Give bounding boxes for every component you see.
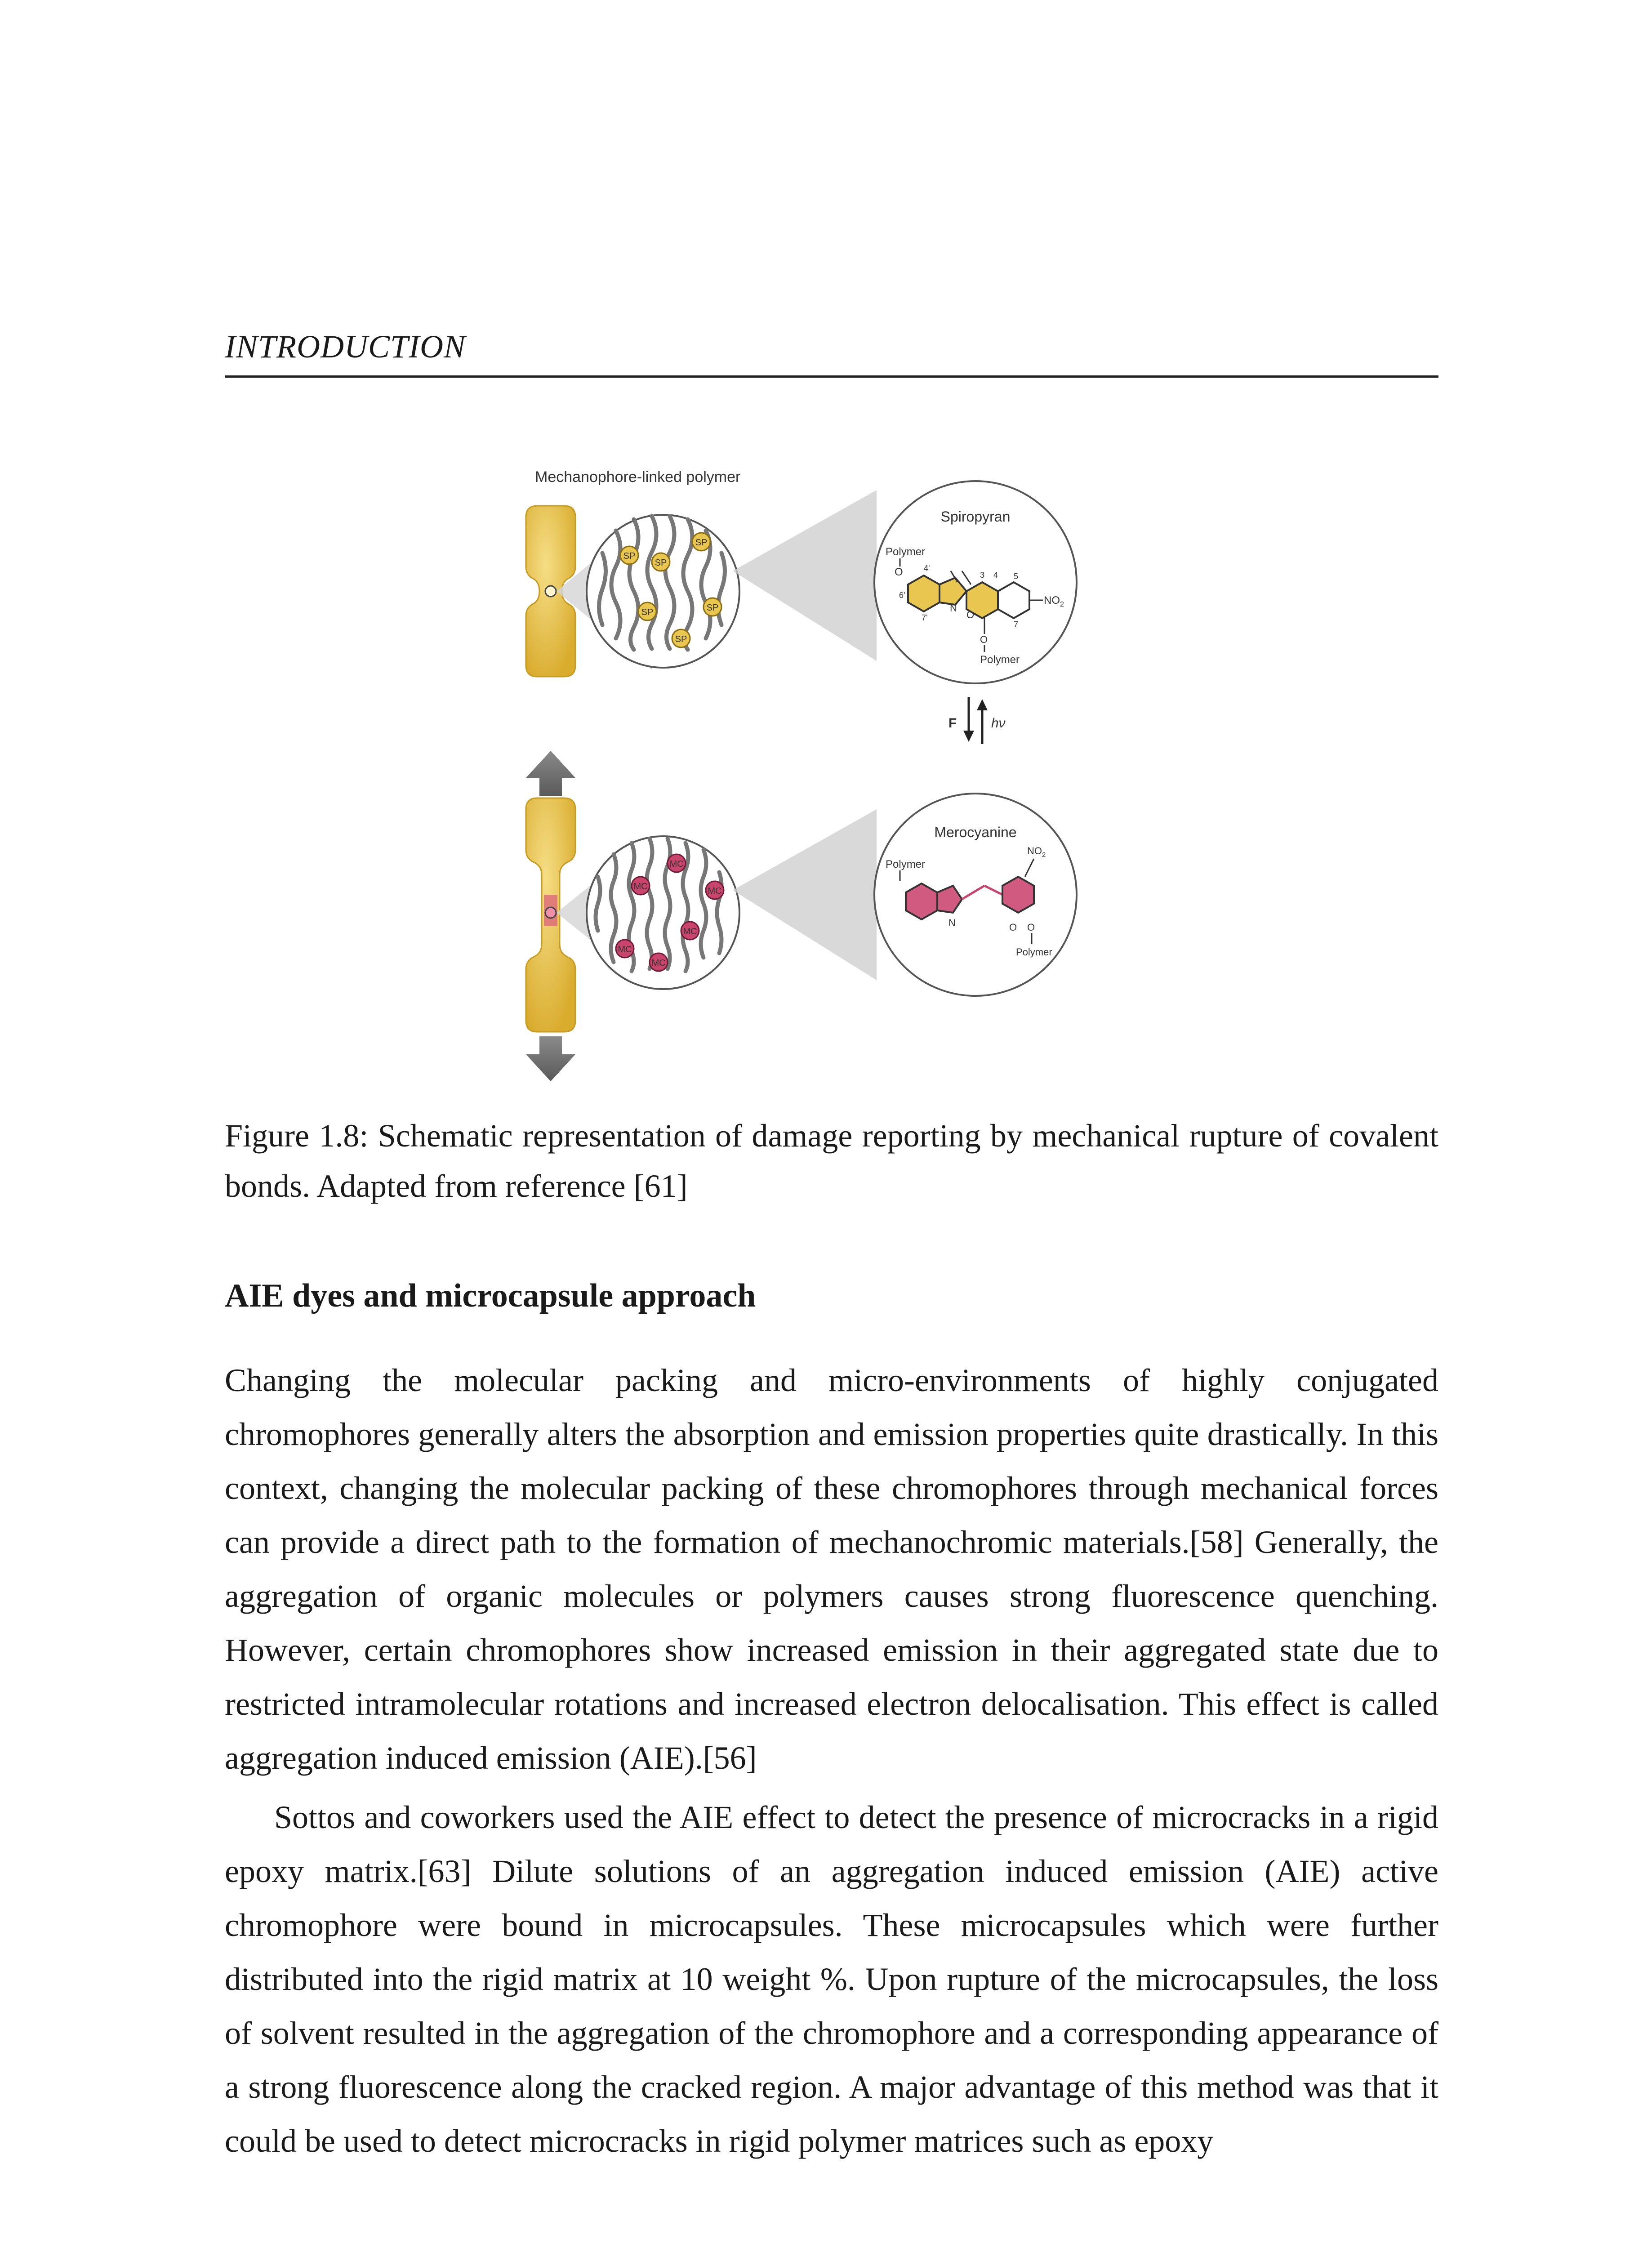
mc-label: MC [669,859,684,869]
sp-label: SP [675,634,687,644]
atom-label: 3 [980,571,985,580]
atom-label: 7 [1014,620,1019,629]
equilibrium-arrows [948,697,1006,744]
polymer-chain-circle-stretched [587,836,739,989]
merocyanine-circle [874,794,1077,996]
spiropyran-title: Spiropyran [940,508,1011,525]
figure [517,463,1146,1088]
atom-label: 6' [899,591,905,600]
sp-label: SP [623,551,636,561]
mc-label: MC [683,927,697,937]
atom-label: 4 [993,571,998,580]
sp-label: SP [706,603,719,613]
running-header: INTRODUCTION [225,329,466,365]
polymer-label: Polymer [886,546,926,558]
figure-caption: Figure 1.8: Schematic representation of damage reporting by mechanical rupture of covalent bonds. Adapted from reference [61] [225,1118,1438,1204]
atom-label: N [950,602,957,614]
section-heading: AIE dyes and microcapsule approach [225,1277,756,1314]
figure-title: Mechanophore-linked polymer [535,468,741,486]
atom-label-o: O [895,566,903,578]
zoom-wedge [733,490,877,661]
atom-label: 7' [922,613,928,622]
atom-label: N [948,917,956,928]
body-text [225,1353,1438,2168]
sp-label: SP [655,558,667,568]
atom-label: 4' [924,564,930,573]
spiropyran-circle [874,481,1077,683]
mc-label: MC [618,945,632,955]
atom-label: 5 [1014,572,1019,581]
polymer-label: Polymer [886,858,926,870]
polymer-chain-circle [587,515,739,668]
merocyanine-title: Merocyanine [934,824,1017,840]
no2-label: $NO_2$ [1044,594,1064,608]
mc-label: MC [651,958,666,968]
sp-label: SP [641,607,654,617]
atom-label: O [1009,922,1017,933]
no2-label: $NO_2$ [1027,845,1046,859]
sp-label: SP [695,538,708,548]
polymer-label: Polymer [1016,946,1052,958]
atom-label: O [1027,922,1035,933]
figure-illustration [517,463,1146,1088]
mc-label: MC [633,882,648,892]
paragraph: Sottos and coworkers used the AIE effect to detect the presence of microcracks in a rigid epoxy matrix.[63] Dilute solutions of an aggregation induced emission (AIE) active chromophore were bound in microcapsules. These microcapsules which were further distributed into the rigid matrix at 10 weight %. Upon rupture of the microcapsules, the loss of solvent resulted in the aggregation of the chromophore and a corresponding appearance of a strong fluorescence along the cracked region. A major advantage of this method was that it could be used to detect microcracks in rigid polymer matrices such as epoxy [225,1799,1438,2159]
paragraph: Changing the molecular packing and micro-environments of highly conjugated chromophores generally alters the absorption and emission properties quite drastically. In this context, changing the molecular packing of these chromophores through mechanical forces can provide a direct path to the formation of mechanochromic materials.[58] Generally, the aggregation of organic molecules or polymers causes strong fluorescence quenching. However, certain chromophores show increased emission in their aggregated state due to restricted intramolecular rotations and increased electron delocalisation. This effect is called aggregation induced emission (AIE).[56] [225,1362,1438,1776]
polymer-label: Polymer [980,654,1020,666]
atom-label: O [980,634,988,645]
header-rule [225,375,1438,378]
force-label: F [948,716,957,731]
mc-label: MC [708,886,722,896]
zoom-wedge [733,809,877,980]
light-label: hν [991,716,1006,731]
atom-label: O [966,609,975,620]
